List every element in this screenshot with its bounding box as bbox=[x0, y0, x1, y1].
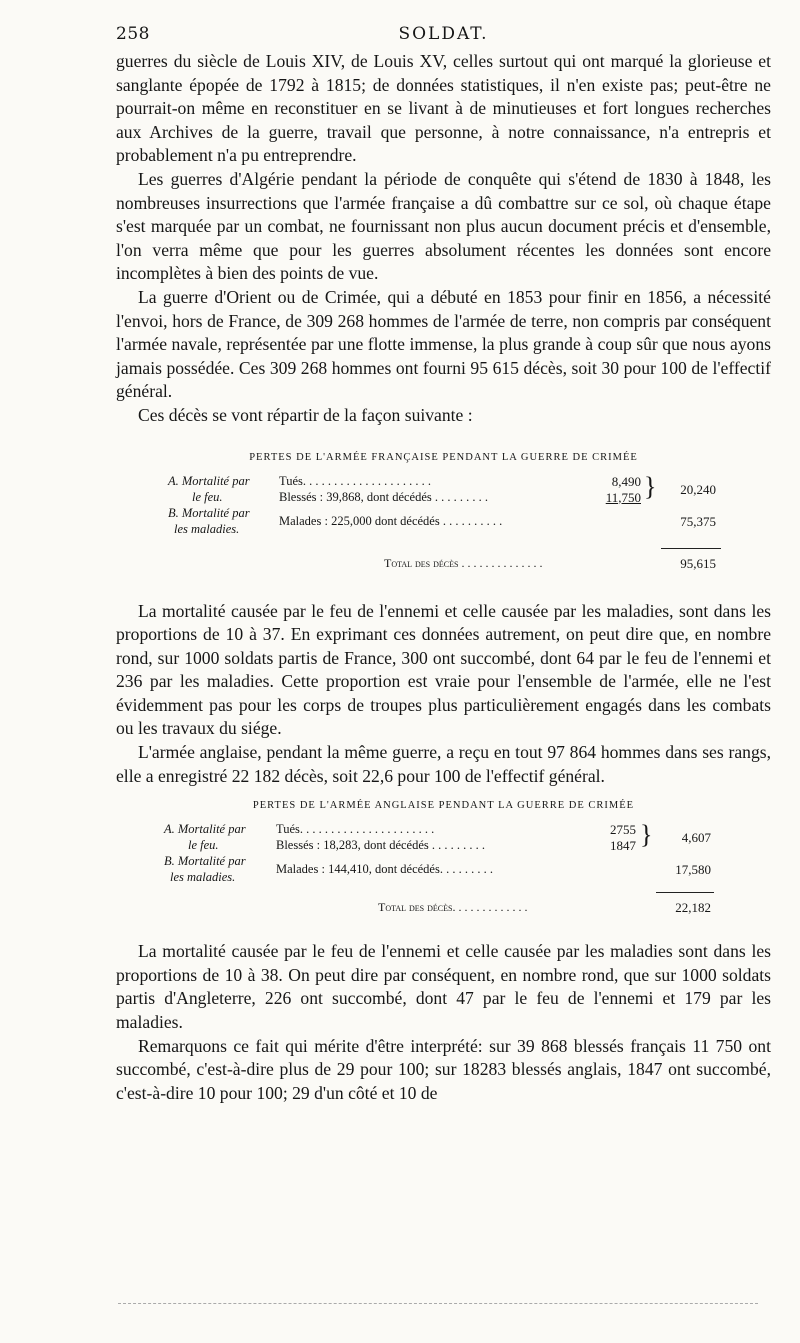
row-label-b1: B. Mortalité par bbox=[164, 854, 246, 869]
brace-right: } bbox=[644, 471, 657, 501]
paragraph-2: Les guerres d'Algérie pendant la période de conquête qui s'étend de 1830 à 1848, les nombreuses insurrections que l'armée française a dû combattre sur ce sol, où chaque étape s'est marquée par un combat, ne fournissant non plus aucun document précis et d'ensemble, l'on verra même que pour les guerres absolument récentes les données sont encore incomplètes à bien des points de vue. bbox=[116, 168, 771, 284]
value-sick: 75,375 bbox=[680, 513, 716, 529]
row-label-a1: A. Mortalité par bbox=[168, 473, 250, 488]
value-killed: 2755 bbox=[610, 822, 636, 838]
row-label-b1: B. Mortalité par bbox=[168, 505, 250, 520]
running-header bbox=[116, 22, 771, 50]
total-rule bbox=[661, 548, 721, 549]
value-subtotal-fire: 4,607 bbox=[681, 830, 711, 846]
row-sick: Malades : 225,000 dont décédés . . . . . . . . . . bbox=[279, 513, 503, 528]
brace-right: } bbox=[640, 820, 653, 850]
paragraph-5: La mortalité causée par le feu de l'ennemi et celle causée par les maladies, sont dans les proportions de 10 à 37. En exprimant ces données autrement, on peut dire que, en nombre rond, sur 1000 soldats partis de France, 300 ont succombé, dont 64 par le feu de l'ennemi et 236 par les maladies. Cette proportion est vraie pour l'ensemble de l'armée, elle ne l'est évidemment pas pour les corps de troupes plus particulièrement engagés dans les combats ou les travaux du siége. bbox=[116, 600, 771, 739]
footer-rule bbox=[118, 1303, 758, 1305]
value-subtotal-fire: 20,240 bbox=[680, 481, 716, 497]
table-title: PERTES DE L'ARMÉE FRANÇAISE PENDANT LA GUERRE DE CRIMÉE bbox=[249, 451, 638, 463]
row-label-a1: A. Mortalité par bbox=[164, 822, 246, 837]
table-french-losses bbox=[116, 452, 771, 600]
row-wounded: Blessés : 18,283, dont décédés . . . . . . . . . bbox=[276, 838, 486, 853]
row-sick: Malades : 144,410, dont décédés. . . . . . . . . bbox=[276, 862, 493, 877]
running-title: SOLDAT. bbox=[398, 24, 489, 44]
paragraph-6: L'armée anglaise, pendant la même guerre, a reçu en tout 97 864 hommes dans ses rangs, elle a enregistré 22 182 décès, soit 22,6 pour 100 de l'effectif général. bbox=[116, 742, 771, 786]
row-label-b2: les maladies. bbox=[170, 870, 236, 885]
row-label-b2: les maladies. bbox=[174, 521, 240, 536]
paragraph-7: La mortalité causée par le feu de l'ennemi et celle causée par les maladies sont dans les proportions de 10 à 38. On peut dire par conséquent, en nombre rond, que sur 1000 soldats partis d'Angleterre, 226 ont succombé, dont 47 par le feu de l'ennemi et 179 par les maladies. bbox=[116, 941, 771, 1033]
total-rule bbox=[656, 892, 714, 893]
paragraph-3: La guerre d'Orient ou de Crimée, qui a débuté en 1853 pour finir en 1856, a nécessité l'envoi, hors de France, de 309 268 hommes de l'armée de terre, non compris par conséquent l'armée navale, représentée par une flotte immense, la plus grande à coup sûr que nous ayons jamais possédée. Ces 309 268 hommes ont fourni 95 615 décès, soit 30 pour 100 de l'effectif général. bbox=[116, 286, 771, 402]
row-label-a2: le feu. bbox=[192, 489, 223, 504]
value-killed: 8,490 bbox=[611, 473, 641, 489]
total-value: 22,182 bbox=[675, 900, 711, 916]
row-killed: Tués. . . . . . . . . . . . . . . . . . . . . bbox=[279, 473, 431, 488]
total-value: 95,615 bbox=[680, 555, 716, 571]
paragraph-1: guerres du siècle de Louis XIV, de Louis XV, celles surtout qui ont marqué la glorieuse et sanglante épopée de 1792 à 1815; de données statistiques, il n'en existe pas; peut-être ne pourrait-on même en reconstituer en se livant à de minutieuses et fort longues recherches aux Archives de la guerre, travail que personne, à notre connaissance, n'a entrepris et probablement n'a pu entreprendre. bbox=[116, 51, 771, 166]
paragraph-4: Ces décès se vont répartir de la façon suivante : bbox=[138, 404, 473, 425]
row-wounded: Blessés : 39,868, dont décédés . . . . . . . . . bbox=[279, 489, 489, 504]
paragraph-8: Remarquons ce fait qui mérite d'être interprété: sur 39 868 blessés français 11 750 ont succombé, c'est-à-dire plus de 29 pour 100; sur 18283 blessés anglais, 1847 ont succombé, c'est-à-dire 10 pour 100; 29 d'un côté et 10 de bbox=[116, 1035, 771, 1103]
value-wounded: 11,750 bbox=[605, 489, 641, 505]
table-english-losses bbox=[116, 800, 771, 940]
value-wounded: 1847 bbox=[610, 838, 636, 854]
row-label-a2: le feu. bbox=[188, 838, 219, 853]
table-title: PERTES DE L'ARMÉE ANGLAISE PENDANT LA GUERRE DE CRIMÉE bbox=[252, 800, 635, 812]
total-label: Total des décès. . . . . . . . . . . . . bbox=[378, 900, 528, 915]
page-number: 258 bbox=[116, 24, 150, 44]
row-killed: Tués. . . . . . . . . . . . . . . . . . . . . . bbox=[276, 822, 435, 837]
total-label: Total des décès . . . . . . . . . . . . . . bbox=[384, 555, 543, 570]
book-page bbox=[116, 22, 771, 1105]
value-sick: 17,580 bbox=[675, 862, 711, 878]
